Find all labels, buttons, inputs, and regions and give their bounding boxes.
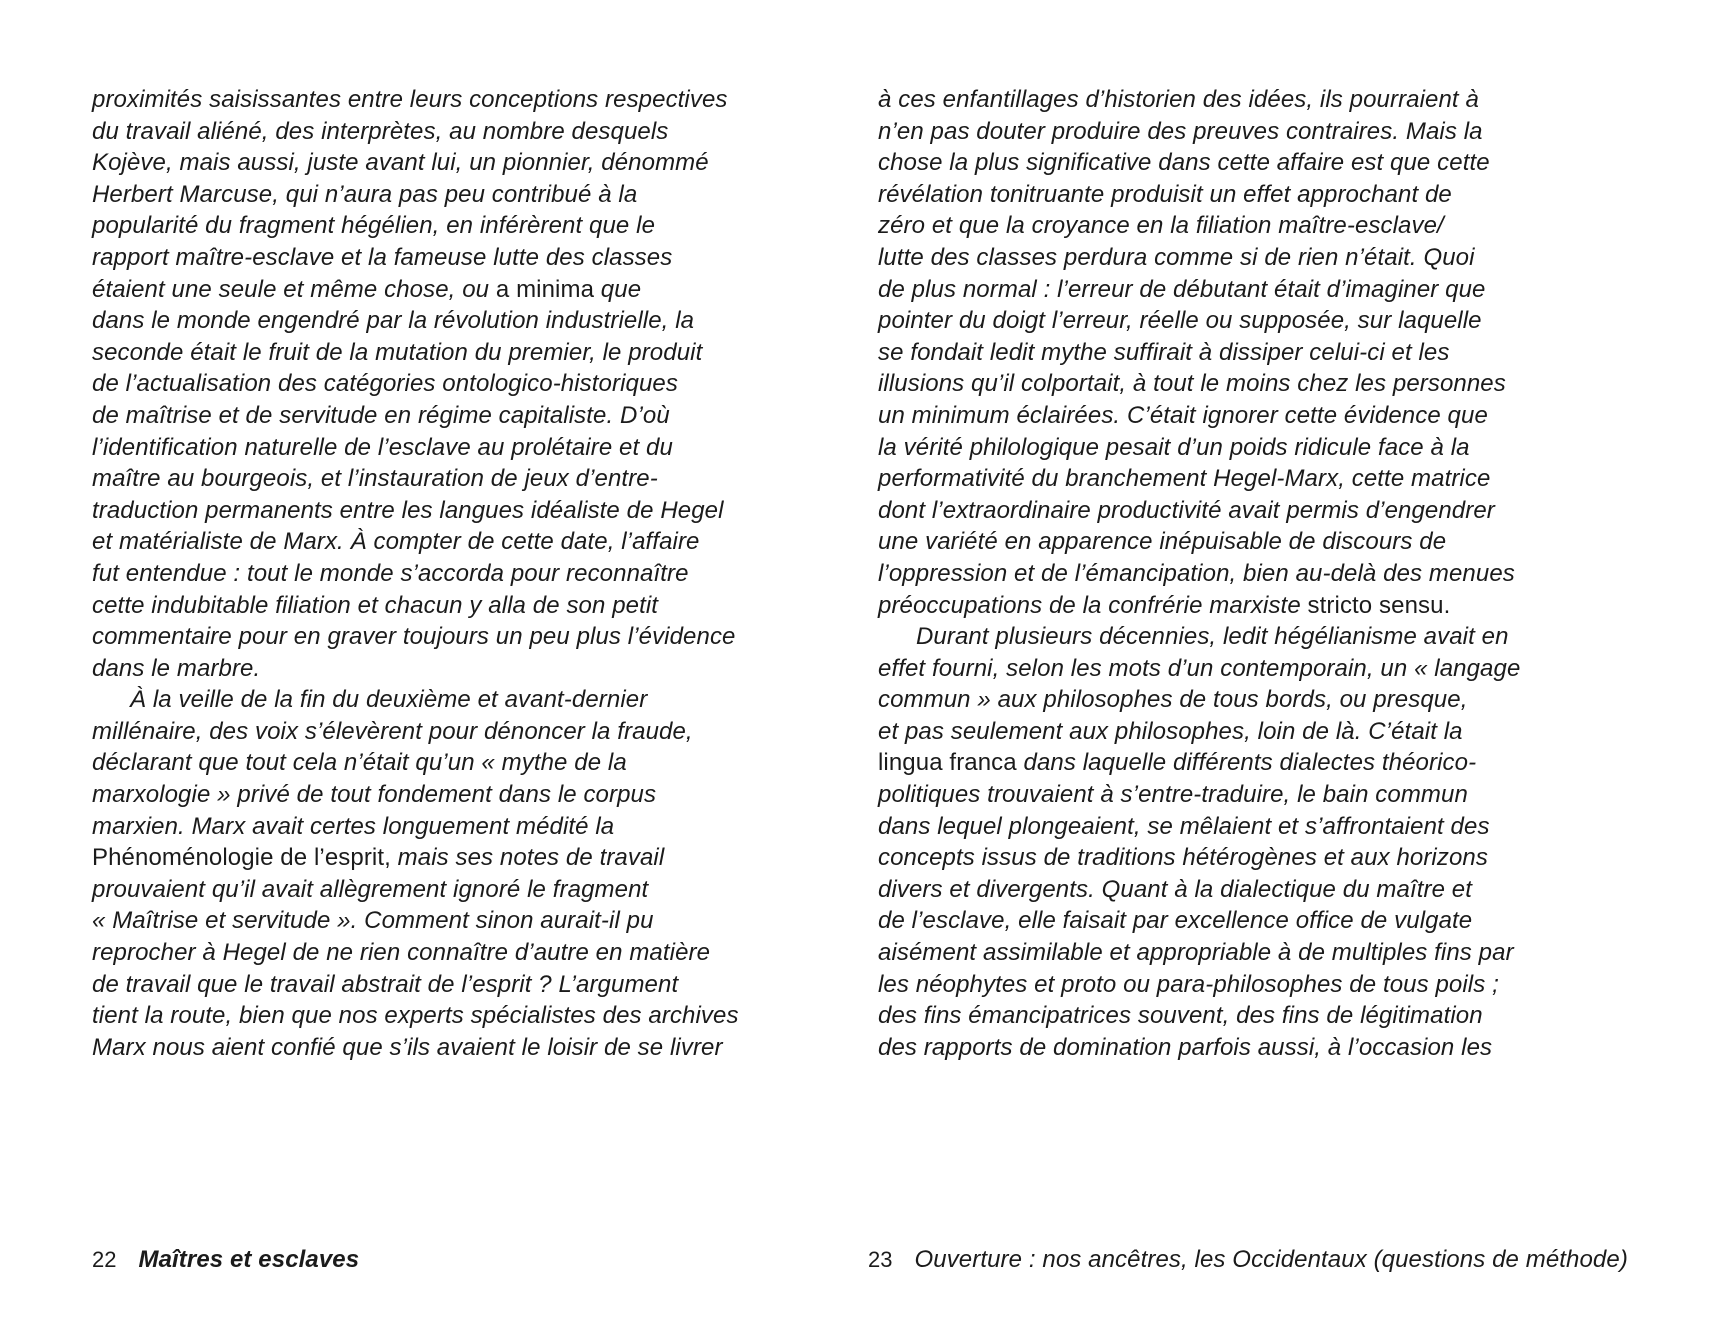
body-italic-text: les néophytes et proto ou para-philosophes de tous poils ; [878,970,1499,998]
body-italic-text: déclarant que tout cela n’était qu’un « mythe de la [92,749,627,777]
text-line [878,747,1538,779]
text-line [92,147,752,179]
body-italic-text: préoccupations de la confrérie marxiste [878,591,1308,619]
text-line [92,116,752,148]
body-italic-text: dans lequel plongeaient, se mêlaient et s’affrontaient des [878,812,1490,840]
text-line [878,337,1538,369]
text-line [92,274,752,306]
body-italic-text: à ces enfantillages d’historien des idées, ils pourraient à [878,86,1479,113]
body-italic-text: de l’actualisation des catégories ontologico-historiques [92,370,678,398]
body-italic-text: divers et divergents. Quant à la dialectique du maître et [878,875,1473,903]
body-italic-text: la vérité philologique pesait d’un poids ridicule face à la [878,433,1470,461]
text-line [878,368,1538,400]
body-italic-text: que [594,275,642,303]
body-italic-text: de maîtrise et de servitude en régime capitaliste. D’où [92,401,670,429]
text-line [878,1000,1538,1032]
body-italic-text: Durant plusieurs décennies, ledit hégélianisme avait en [916,623,1509,651]
body-italic-text: Marx nous aient confié que s’ils avaient le loisir de se livrer [92,1033,723,1061]
body-italic-text: millénaire, des voix s’élevèrent pour dénoncer la fraude, [92,717,693,745]
body-italic-text: tient la route, bien que nos experts spécialistes des archives [92,1002,739,1030]
body-italic-text: de plus normal : l’erreur de débutant était d’imaginer que [878,275,1486,303]
text-line [878,210,1538,242]
body-italic-text: lutte des classes perdura comme si de rien n’était. Quoi [878,243,1475,271]
body-italic-text: se fondait ledit mythe suffirait à dissiper celui-ci et les [878,338,1450,366]
text-line [92,242,752,274]
body-italic-text: des fins émancipatrices souvent, des fins de légitimation [878,1002,1483,1030]
text-line [92,747,752,779]
body-italic-text: marxologie » privé de tout fondement dans le corpus [92,781,657,809]
left-page-text-column [92,84,752,1063]
body-italic-text: seconde était le fruit de la mutation du premier, le produit [92,338,703,366]
text-line [878,590,1538,622]
text-line [92,716,752,748]
body-italic-text: reprocher à Hegel de ne rien connaître d’autre en matière [92,939,711,967]
text-line [92,1032,752,1064]
body-italic-text: fut entendue : tout le monde s’accorda pour reconnaître [92,559,689,587]
body-italic-text: du travail aliéné, des interprètes, au nombre desquels [92,117,669,145]
left-page-footer [92,1246,359,1274]
body-italic-text: de travail que le travail abstrait de l’esprit ? L’argument [92,970,679,998]
body-italic-text: concepts issus de traditions hétérogènes et aux horizons [878,844,1488,872]
body-italic-text: dans laquelle différents dialectes théorico- [1016,749,1477,777]
text-line [878,684,1538,716]
text-line [92,653,752,685]
body-italic-text: proximités saisissantes entre leurs conceptions respectives [92,86,728,113]
text-line [878,653,1538,685]
body-italic-text: dont l’extraordinaire productivité avait permis d’engendrer [878,496,1495,524]
body-italic-text: des rapports de domination parfois aussi, à l’occasion les [878,1033,1493,1061]
text-line [878,400,1538,432]
text-line [878,432,1538,464]
text-line [92,874,752,906]
text-line [878,969,1538,1001]
body-italic-text: aisément assimilable et appropriable à de multiples fins par [878,939,1514,967]
body-italic-text: mais ses notes de travail [390,844,665,872]
right-running-title: Ouverture : nos ancêtres, les Occidentaux (questions de méthode) [914,1246,1628,1273]
text-line [878,811,1538,843]
body-italic-text: et matérialiste de Marx. À compter de cette date, l’affaire [92,528,700,556]
text-line [92,590,752,622]
body-italic-text: l’oppression et de l’émancipation, bien au-delà des menues [878,559,1515,587]
body-italic-text: politiques trouvaient à s’entre-traduire, le bain commun [878,781,1468,809]
body-italic-text: effet fourni, selon les mots d’un contemporain, un « langage [878,654,1521,682]
text-line [878,716,1538,748]
body-italic-text: popularité du fragment hégélien, en inférèrent que le [92,212,656,240]
text-line [878,937,1538,969]
body-italic-text: Herbert Marcuse, qui n’aura pas peu contribué à la [92,180,638,208]
text-line [92,495,752,527]
text-line [92,368,752,400]
body-italic-text: performativité du branchement Hegel-Marx, cette matrice [878,465,1491,493]
text-line [878,84,1538,116]
body-italic-text: chose la plus significative dans cette affaire est que cette [878,149,1490,177]
text-line [878,779,1538,811]
text-line [878,905,1538,937]
text-line [92,179,752,211]
body-italic-text: dans le marbre. [92,654,261,682]
text-line [92,684,752,716]
body-italic-text: commun » aux philosophes de tous bords, ou presque, [878,686,1468,714]
body-italic-text: de l’esclave, elle faisait par excellence office de vulgate [878,907,1473,935]
text-line [878,116,1538,148]
text-line [92,842,752,874]
body-italic-text: révélation tonitruante produisit un effet approchant de [878,180,1452,208]
text-line [92,400,752,432]
text-line [878,463,1538,495]
body-italic-text: dans le monde engendré par la révolution industrielle, la [92,307,695,335]
text-line [92,969,752,1001]
text-line [92,779,752,811]
body-italic-text: zéro et que la croyance en la filiation maître-esclave/ [878,212,1444,240]
body-italic-text: traduction permanents entre les langues idéaliste de Hegel [92,496,724,524]
text-line [92,811,752,843]
emphasis-roman-text: lingua franca [878,749,1017,777]
text-line [92,210,752,242]
text-line [92,621,752,653]
text-line [92,432,752,464]
right-page-footer [868,1246,1628,1274]
text-line [92,558,752,590]
body-italic-text: Kojève, mais aussi, juste avant lui, un pionnier, dénommé [92,149,709,177]
text-line [878,274,1538,306]
text-line [92,905,752,937]
body-italic-text: l’identification naturelle de l’esclave au prolétaire et du [92,433,673,461]
left-running-title: Maîtres et esclaves [138,1246,360,1273]
body-italic-text: rapport maître-esclave et la fameuse lutte des classes [92,243,673,271]
body-italic-text: À la veille de la fin du deuxième et avant-dernier [130,686,648,714]
text-line [878,526,1538,558]
body-italic-text: prouvaient qu’il avait allègrement ignoré le fragment [92,875,649,903]
body-italic-text: n’en pas douter produire des preuves contraires. Mais la [878,117,1483,145]
text-line [92,937,752,969]
body-italic-text: illusions qu’il colportait, à tout le moins chez les personnes [878,370,1506,398]
body-italic-text: « Maîtrise et servitude ». Comment sinon aurait-il pu [92,907,654,935]
text-line [92,463,752,495]
text-line [878,242,1538,274]
body-italic-text: une variété en apparence inépuisable de discours de [878,528,1447,556]
body-italic-text: marxien. Marx avait certes longuement médité la [92,812,615,840]
right-page-text-column [878,84,1538,1063]
text-line [92,337,752,369]
emphasis-roman-text: Phénoménologie de l’esprit, [92,844,391,872]
text-line [878,621,1538,653]
text-line [92,1000,752,1032]
body-italic-text: et pas seulement aux philosophes, loin de là. C’était la [878,717,1463,745]
body-italic-text: cette indubitable filiation et chacun y alla de son petit [92,591,659,619]
body-italic-text: commentaire pour en graver toujours un peu plus l’évidence [92,623,736,651]
text-line [878,305,1538,337]
left-page-number: 22 [92,1247,117,1272]
text-line [878,874,1538,906]
text-line [878,558,1538,590]
body-italic-text: maître au bourgeois, et l’instauration de jeux d’entre- [92,465,658,493]
text-line [878,147,1538,179]
right-page-number: 23 [868,1247,893,1272]
text-line [92,305,752,337]
body-italic-text: pointer du doigt l’erreur, réelle ou supposée, sur laquelle [878,307,1482,335]
text-line [92,84,752,116]
emphasis-roman-text: a minima [495,275,595,303]
text-line [878,495,1538,527]
text-line [92,526,752,558]
text-line [878,179,1538,211]
body-italic-text: un minimum éclairées. C’était ignorer cette évidence que [878,401,1488,429]
emphasis-roman-text: stricto sensu. [1307,591,1451,619]
body-italic-text: étaient une seule et même chose, ou [92,275,496,303]
text-line [878,1032,1538,1064]
text-line [878,842,1538,874]
